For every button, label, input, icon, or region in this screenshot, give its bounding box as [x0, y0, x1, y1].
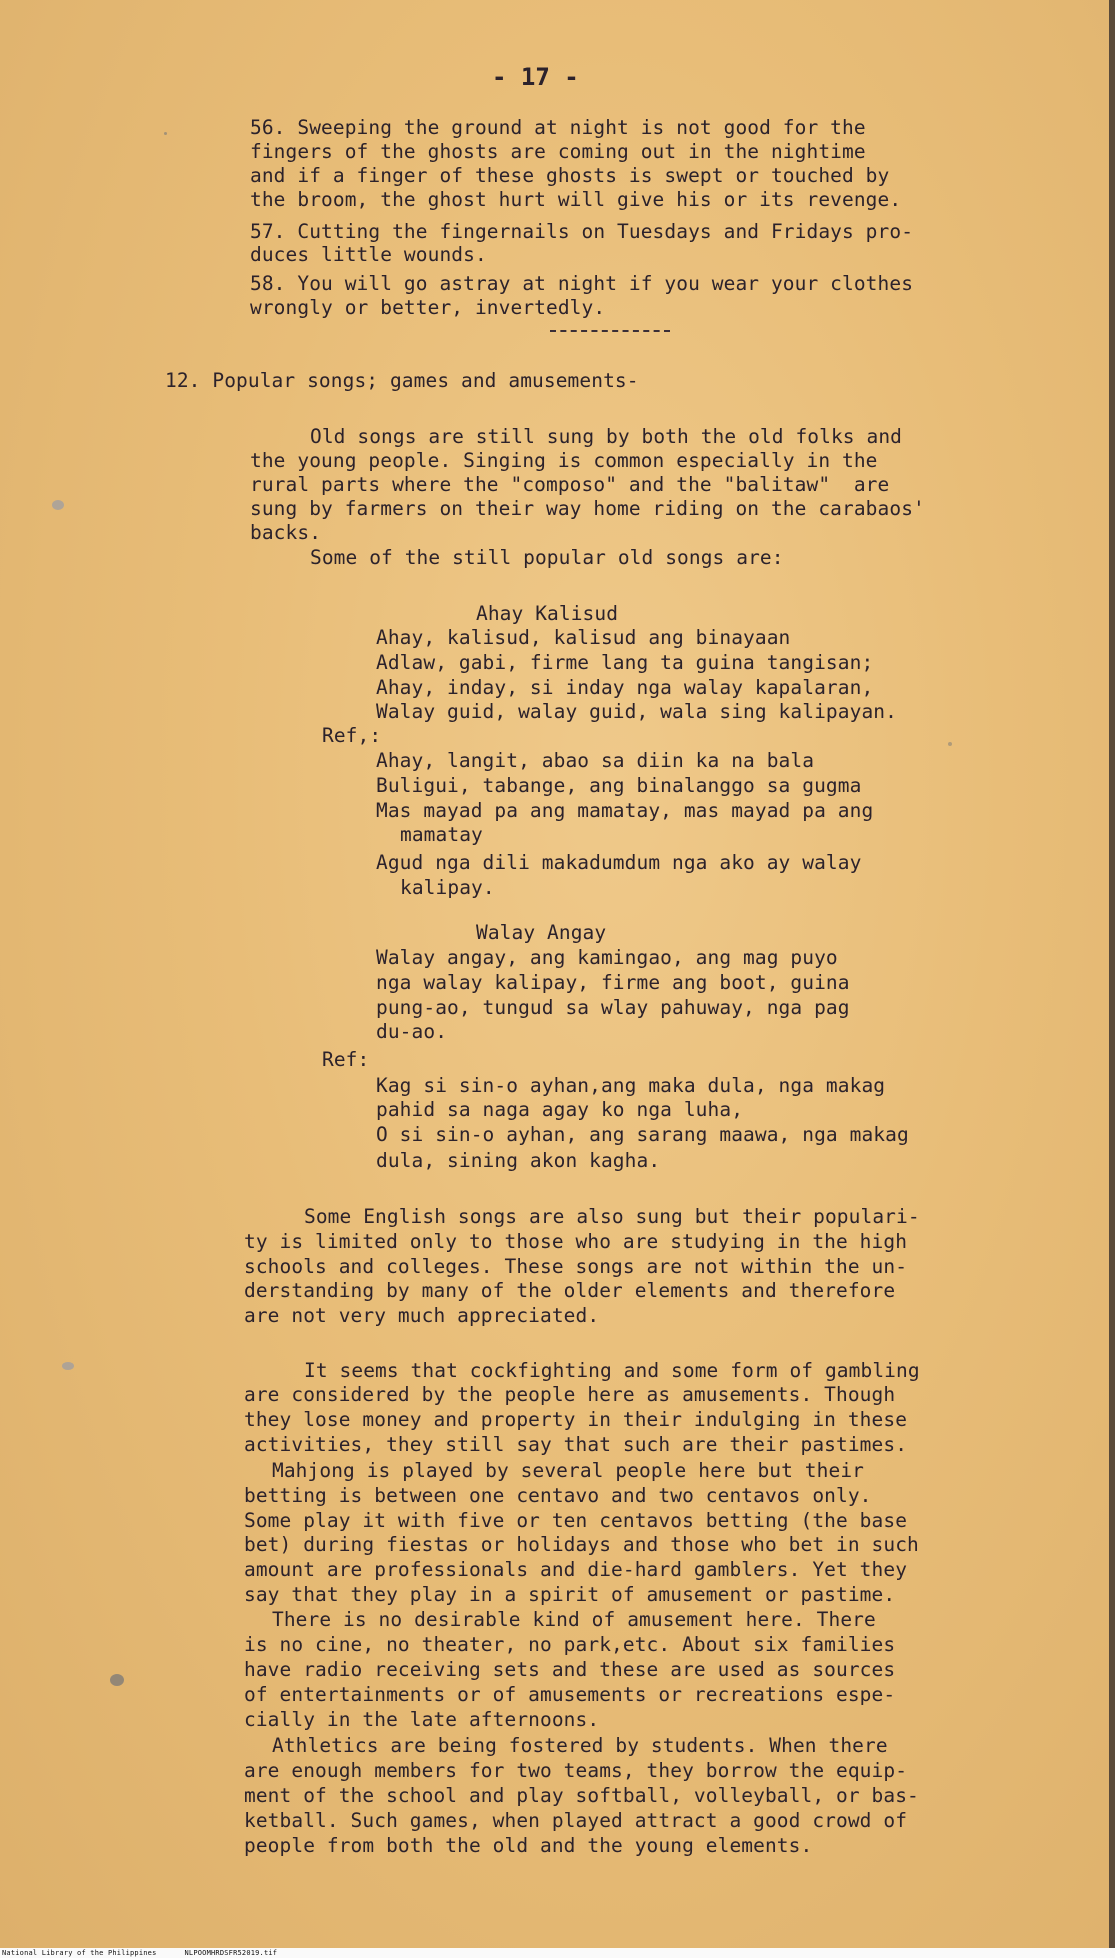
- text-line: Some play it with five or ten centavos betting (the base: [244, 1509, 908, 1532]
- text-line: sung by farmers on their way home riding on the carabaos': [250, 497, 925, 520]
- text-line: Athletics are being fostered by students. When there: [272, 1734, 888, 1757]
- song-line: Buligui, tabange, ang binalanggo sa gugma: [376, 774, 862, 797]
- song-line: Mas mayad pa ang mamatay, mas mayad pa ang: [376, 799, 874, 822]
- text-line: are enough members for two teams, they borrow the equip-: [244, 1759, 908, 1782]
- text-line: There is no desirable kind of amusement here. There: [272, 1608, 876, 1631]
- text-line: 58. You will go astray at night if you wear your clothes: [250, 272, 914, 295]
- text-line: activities, they still say that such are their pastimes.: [244, 1433, 908, 1456]
- song-line: Ahay, inday, si inday nga walay kapalaran,: [376, 676, 874, 699]
- footer-label: [2, 1949, 305, 1957]
- margin-mark: [164, 132, 167, 135]
- text-line: are not very much appreciated.: [244, 1304, 600, 1327]
- song-title: Ahay Kalisud: [476, 602, 619, 625]
- text-line: amount are professionals and die-hard gamblers. Yet they: [244, 1558, 908, 1581]
- scan-footer: [0, 1948, 1115, 1958]
- text-line: ty is limited only to those who are studying in the high: [244, 1230, 908, 1253]
- text-line: of entertainments or of amusements or recreations espe-: [244, 1683, 896, 1706]
- margin-mark: [110, 1674, 124, 1686]
- song-line: Kag si sin-o ayhan,ang maka dula, nga makag: [376, 1074, 886, 1097]
- text-line: derstanding by many of the older elements and therefore: [244, 1279, 896, 1302]
- text-line: 57. Cutting the fingernails on Tuesdays and Fridays pro-: [250, 220, 914, 243]
- page-number: - 17 -: [492, 63, 579, 91]
- song-line: Agud nga dili makadumdum nga ako ay walay: [376, 851, 862, 874]
- song-line: O si sin-o ayhan, ang sarang maawa, nga makag: [376, 1123, 909, 1146]
- song-line: kalipay.: [400, 876, 495, 899]
- footer-file: NLPOOMHRDSFR52019.tif: [184, 1949, 278, 1957]
- text-line: have radio receiving sets and these are used as sources: [244, 1658, 896, 1681]
- text-line: betting is between one centavo and two centavos only.: [244, 1484, 872, 1507]
- text-line: say that they play in a spirit of amusement or pastime.: [244, 1583, 896, 1606]
- song-title: Walay Angay: [476, 921, 607, 944]
- text-line: Some of the still popular old songs are:: [310, 546, 784, 569]
- song-line: nga walay kalipay, firme ang boot, guina: [376, 971, 850, 994]
- text-line: 56. Sweeping the ground at night is not good for the: [250, 116, 866, 139]
- section-heading: 12. Popular songs; games and amusements-: [165, 369, 639, 392]
- song-line: Walay angay, ang kamingao, ang mag puyo: [376, 946, 838, 969]
- refrain-label: Ref,:: [322, 724, 382, 747]
- refrain-label: Ref:: [322, 1048, 370, 1071]
- text-line: rural parts where the "composo" and the "balitaw" are: [250, 473, 890, 496]
- song-line: mamatay: [400, 823, 483, 846]
- song-line: Walay guid, walay guid, wala sing kalipayan.: [376, 700, 897, 723]
- text-line: ment of the school and play softball, volleyball, or bas-: [244, 1784, 919, 1807]
- text-line: cially in the late afternoons.: [244, 1708, 600, 1731]
- text-line: is no cine, no theater, no park,etc. About six families: [244, 1633, 896, 1656]
- section-divider: [550, 330, 670, 332]
- footer-library: National Library of the Philippines: [2, 1949, 157, 1957]
- song-line: pung-ao, tungud sa wlay pahuway, nga pag: [376, 996, 850, 1019]
- song-line: dula, sining akon kagha.: [376, 1149, 661, 1172]
- text-line: backs.: [250, 521, 322, 544]
- text-line: ketball. Such games, when played attract a good crowd of: [244, 1809, 908, 1832]
- song-line: Ahay, kalisud, kalisud ang binayaan: [376, 626, 791, 649]
- text-line: bet) during fiestas or holidays and those who bet in such: [244, 1533, 919, 1556]
- text-line: It seems that cockfighting and some form of gambling: [304, 1359, 920, 1382]
- text-line: the young people. Singing is common especially in the: [250, 449, 878, 472]
- text-line: people from both the old and the young elements.: [244, 1834, 813, 1857]
- margin-mark: [62, 1362, 74, 1370]
- song-line: pahid sa naga agay ko nga luha,: [376, 1098, 744, 1121]
- text-line: duces little wounds.: [250, 243, 487, 266]
- text-line: they lose money and property in their indulging in these: [244, 1408, 908, 1431]
- margin-mark: [948, 742, 952, 746]
- text-line: wrongly or better, invertedly.: [250, 296, 606, 319]
- text-line: are considered by the people here as amusements. Though: [244, 1383, 896, 1406]
- margin-mark: [52, 500, 64, 510]
- text-line: fingers of the ghosts are coming out in the nightime: [250, 140, 866, 163]
- song-line: Adlaw, gabi, firme lang ta guina tangisan;: [376, 651, 874, 674]
- text-line: the broom, the ghost hurt will give his or its revenge.: [250, 188, 902, 211]
- page-edge: [1109, 0, 1115, 1948]
- text-line: Old songs are still sung by both the old folks and: [310, 425, 902, 448]
- song-line: Ahay, langit, abao sa diin ka na bala: [376, 749, 815, 772]
- text-line: Some English songs are also sung but their populari-: [304, 1205, 920, 1228]
- text-line: Mahjong is played by several people here but their: [272, 1459, 864, 1482]
- text-line: schools and colleges. These songs are not within the un-: [244, 1255, 908, 1278]
- song-line: du-ao.: [376, 1020, 448, 1043]
- text-line: and if a finger of these ghosts is swept or touched by: [250, 164, 890, 187]
